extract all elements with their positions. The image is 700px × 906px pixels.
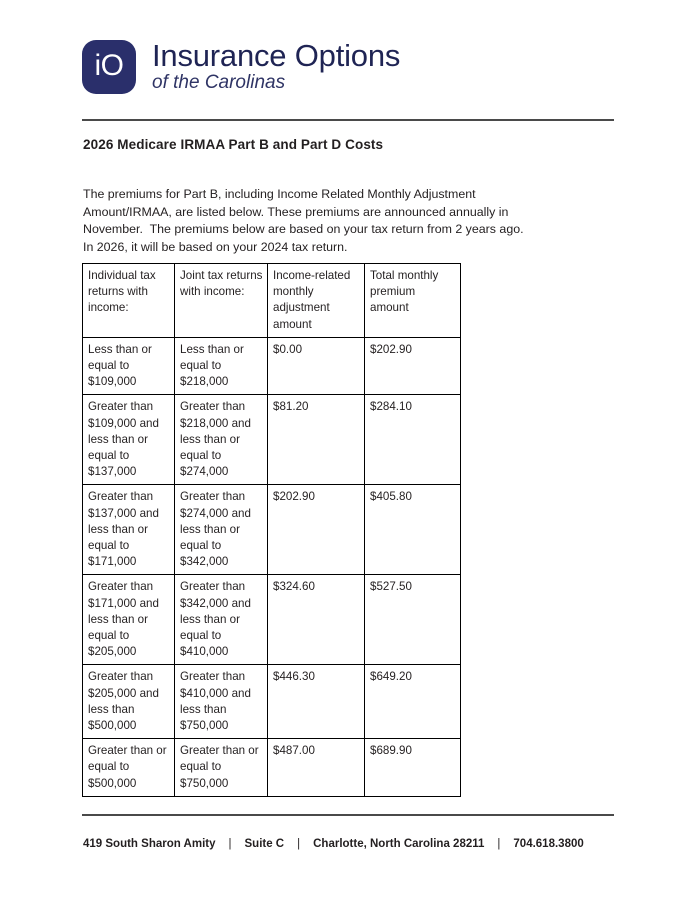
cell-joint: Greater than $410,000 and less than $750,000 [175,665,268,739]
cell-individual: Less than or equal to $109,000 [83,337,175,395]
table-row [83,665,461,739]
brand-name: Insurance Options [152,38,401,74]
cell-irmaa: $202.90 [268,485,365,575]
cell-individual: Greater than $171,000 and less than or equal to $205,000 [83,575,175,665]
cell-total: $405.80 [365,485,461,575]
table-row [83,337,461,395]
cell-irmaa: $0.00 [268,337,365,395]
logo-mark-label: iO [94,49,124,82]
cell-individual: Greater than $109,000 and less than or equal to $137,000 [83,395,175,485]
io-logo-icon [82,40,136,94]
intro-paragraph: The premiums for Part B, including Income Related Monthly Adjustment Amount/IRMAA, are listed below. These premiums are announced annually in November. The premiums below are based on your tax return from 2 years ago. In 2026, it will be based on your 2024 tax return. [83,187,531,254]
footer-city-state-zip: Charlotte, North Carolina 28211 [313,838,485,850]
cell-total: $649.20 [365,665,461,739]
cell-individual: Greater than $205,000 and less than $500,000 [83,665,175,739]
brand-tagline: of the Carolinas [152,71,286,93]
footer-separator: | [297,838,301,850]
cell-total: $284.10 [365,395,461,485]
irmaa-premium-table [82,263,461,797]
brand-wordmark [152,40,400,94]
cell-joint: Greater than $218,000 and less than or equal to $274,000 [175,395,268,485]
cell-joint: Greater than $274,000 and less than or equal to $342,000 [175,485,268,575]
footer-phone: 704.618.3800 [513,838,584,850]
cell-irmaa: $324.60 [268,575,365,665]
table-row [83,395,461,485]
footer-separator: | [228,838,232,850]
cell-individual: Greater than or equal to $500,000 [83,739,175,797]
column-header-individual: Individual tax returns with income: [83,264,175,338]
cell-irmaa: $81.20 [268,395,365,485]
cell-irmaa: $446.30 [268,665,365,739]
cell-total: $689.90 [365,739,461,797]
footer-suite: Suite C [244,838,285,850]
cell-joint: Greater than $342,000 and less than or equal to $410,000 [175,575,268,665]
brand-logo [82,40,400,94]
header-divider [82,119,614,121]
column-header-irmaa: Income-related monthly adjustment amount [268,264,365,338]
column-header-joint: Joint tax returns with income: [175,264,268,338]
cell-joint: Greater than or equal to $750,000 [175,739,268,797]
table-row [83,485,461,575]
table-row [83,575,461,665]
footer-contact-bar [83,838,615,850]
column-header-total: Total monthly premium amount [365,264,461,338]
footer-street: 419 South Sharon Amity [83,838,216,850]
table-row [83,739,461,797]
cell-total: $202.90 [365,337,461,395]
table-header-row [83,264,461,338]
cell-total: $527.50 [365,575,461,665]
cell-irmaa: $487.00 [268,739,365,797]
cell-joint: Less than or equal to $218,000 [175,337,268,395]
cell-individual: Greater than $137,000 and less than or equal to $171,000 [83,485,175,575]
footer-divider [82,814,614,816]
page-title: 2026 Medicare IRMAA Part B and Part D Costs [83,137,384,152]
footer-separator: | [497,838,501,850]
